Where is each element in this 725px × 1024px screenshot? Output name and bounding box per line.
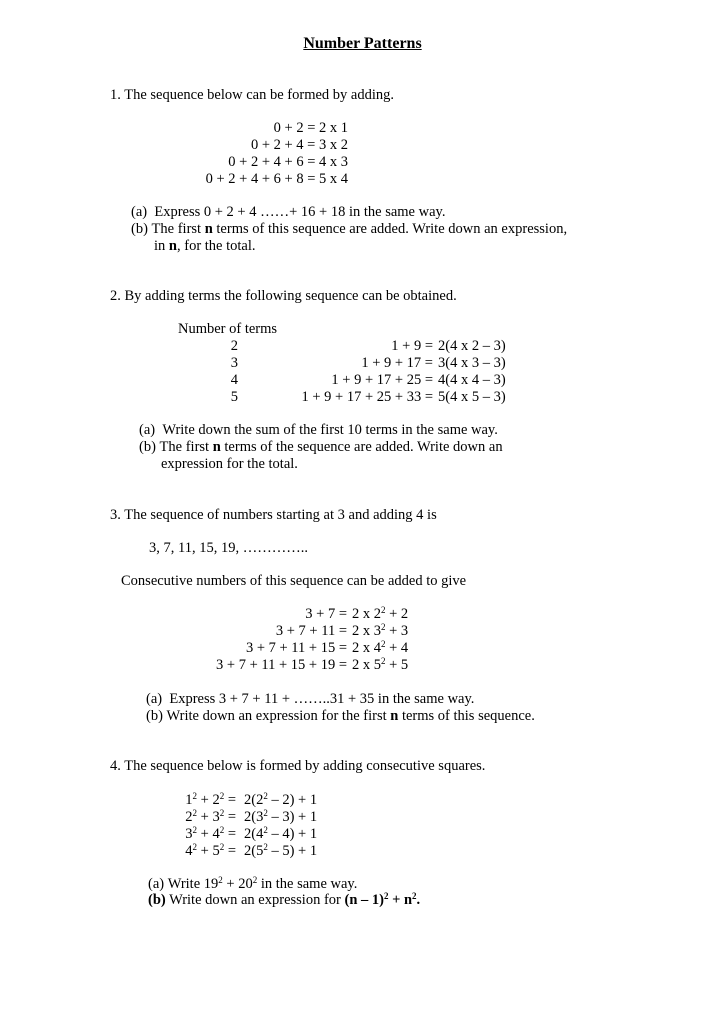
- q4-base: 4: [185, 843, 193, 859]
- q3-part-a-label: (a): [146, 691, 163, 707]
- q1-part-b-line2: [154, 238, 256, 255]
- q3-part-b-text: Write down an expression for the first: [166, 708, 391, 724]
- q4-base: 4: [212, 826, 220, 842]
- q3-rhs: [347, 657, 408, 674]
- q4-part-a-text: Write 19: [167, 876, 219, 892]
- q4-exp: 2: [263, 791, 268, 801]
- q4-base: 3: [185, 826, 193, 842]
- q1-part-b: [131, 221, 567, 238]
- q3-base: 2: [373, 606, 381, 622]
- q4-part-a-label: (a): [148, 876, 165, 892]
- q2-row: [178, 389, 518, 406]
- q2-lhs: 1 + 9 =: [391, 338, 433, 354]
- q3-part-b-text: terms of this sequence.: [398, 708, 535, 724]
- q3-tail: + 2: [385, 606, 409, 622]
- q4-lhs: $1^2 + 2^2$ =: [185, 791, 236, 808]
- q2-part-a: [139, 422, 498, 439]
- q3-rhs: [347, 606, 408, 623]
- q3-base: 3: [373, 623, 381, 639]
- q4-lhs: $2^2 + 3^2$ =: [185, 808, 236, 825]
- q4-equation: [176, 809, 317, 826]
- q3-lhs: 3 + 7 =: [305, 606, 347, 622]
- q4-exp: 2: [219, 825, 225, 835]
- q3-base: 5: [373, 657, 381, 673]
- q2-term-count: 5: [230, 389, 238, 405]
- q3-tail: + 3: [385, 623, 409, 639]
- q2-term-count: 4: [230, 372, 238, 388]
- q4-base: 3: [212, 809, 220, 825]
- q3-rhs: [347, 640, 408, 657]
- q4-part-a-text: in the same way.: [257, 876, 358, 892]
- q2-part-b-line2: expression for the total.: [161, 456, 298, 472]
- q2-intro: 2. By adding terms the following sequence can be obtained.: [110, 288, 457, 304]
- q2-part-b-text: The first: [159, 439, 213, 455]
- variable-n: n: [212, 439, 221, 455]
- q4-exp: 2: [219, 842, 225, 852]
- q4-rhs: $2(4^2 - 4) + 1$: [244, 825, 318, 842]
- q4-base: 5: [256, 843, 264, 859]
- q2-row: [178, 372, 518, 389]
- q4-exp: 2: [263, 842, 268, 852]
- q4-exp: 2: [383, 891, 389, 901]
- q2-lhs: 1 + 9 + 17 =: [361, 355, 433, 371]
- q3-coef: 2 x: [352, 606, 374, 622]
- q4-exp: 2: [412, 891, 417, 901]
- variable-n: n: [168, 238, 177, 254]
- q4-expression: .: [416, 892, 421, 908]
- q2-term-count: 2: [230, 338, 238, 354]
- q4-base: 3: [256, 809, 264, 825]
- q2-table: [178, 338, 518, 406]
- q4-exp: 2: [219, 808, 225, 818]
- q2-part-b: [139, 439, 503, 456]
- q3-lhs: 3 + 7 + 11 + 15 =: [245, 640, 347, 656]
- q3-coef: 2 x: [352, 623, 374, 639]
- q3-part-a-text: Express 3 + 7 + 11 + ……..31 + 35 in the same way.: [169, 691, 475, 707]
- q2-row: [178, 338, 518, 355]
- q4-rhs: $2(5^2 - 5) + 1$: [244, 842, 318, 859]
- q4-lhs: $3^2 + 4^2$ =: [185, 825, 236, 842]
- q4-part-a: [148, 876, 357, 893]
- q2-rhs: 3(4 x 3 – 3): [438, 355, 506, 371]
- q4-exp: 2: [192, 825, 197, 835]
- q3-tail: + 4: [385, 640, 409, 656]
- q2-rhs: 2(4 x 2 – 3): [438, 338, 506, 354]
- variable-n: n: [390, 708, 399, 724]
- q2-term-count: 3: [230, 355, 238, 371]
- q2-part-a-text: Write down the sum of the first 10 terms in the same way.: [162, 422, 498, 438]
- q4-exp: 2: [263, 825, 268, 835]
- q2-lhs: 1 + 9 + 17 + 25 =: [331, 372, 433, 388]
- q4-rhs: $2(3^2 - 3) + 1$: [244, 808, 318, 825]
- q3-exp: 2: [381, 605, 386, 615]
- q3-part-b: [146, 708, 535, 725]
- q2-rhs: 5(4 x 5 – 3): [438, 389, 506, 405]
- q2-rhs: 4(4 x 4 – 3): [438, 372, 506, 388]
- q4-exp: 2: [263, 808, 268, 818]
- q3-consecutive: Consecutive numbers of this sequence can be added to give: [121, 573, 467, 589]
- q3-lhs: 3 + 7 + 11 + 15 + 19 =: [216, 657, 347, 673]
- q1-equation: 0 + 2 + 4 + 6 + 8 = 5 x 4: [205, 171, 348, 187]
- q3-part-a: [146, 691, 474, 708]
- q1-part-b-text: terms of this sequence are added. Write down an expression,: [212, 221, 568, 237]
- q3-exp: 2: [381, 622, 386, 632]
- q1-part-b-text: The first: [151, 221, 205, 237]
- q1-part-b-text: , for the total.: [176, 238, 256, 254]
- q3-equation: [197, 640, 408, 657]
- q1-part-b-label: (b): [131, 221, 148, 237]
- q1-equations: [200, 120, 348, 188]
- q2-header: Number of terms: [178, 321, 278, 337]
- q4-equation: [176, 792, 317, 809]
- q3-lhs: 3 + 7 + 11 =: [275, 623, 347, 639]
- q1-equation: 0 + 2 + 4 + 6 = 4 x 3: [228, 154, 348, 170]
- q4-base: 4: [256, 826, 264, 842]
- q4-rhs: $2(2^2 - 2) + 1$: [244, 791, 318, 808]
- q1-equation: 0 + 2 + 4 = 3 x 2: [250, 137, 348, 153]
- q3-sequence: 3, 7, 11, 15, 19, …………..: [149, 540, 308, 556]
- q1-part-a: [131, 204, 445, 221]
- q3-equation: [197, 623, 408, 640]
- q4-intro: 4. The sequence below is formed by adding consecutive squares.: [110, 758, 486, 774]
- q2-row: [178, 355, 518, 372]
- q3-equation: [197, 657, 408, 674]
- q1-part-a-label: (a): [131, 204, 148, 220]
- q1-part-b-text: in: [154, 238, 169, 254]
- q3-tail: + 5: [385, 657, 409, 673]
- q3-equation: [197, 606, 408, 623]
- q4-equation: [176, 826, 317, 843]
- q3-part-b-label: (b): [146, 708, 163, 724]
- q1-equation: 0 + 2 = 2 x 1: [273, 120, 348, 136]
- q3-rhs: [347, 623, 408, 640]
- q2-part-b-label: (b): [139, 439, 156, 455]
- q4-equation: [176, 843, 317, 860]
- q4-part-b-text: Write down an expression for: [165, 892, 345, 908]
- q4-lhs: $4^2 + 5^2$ =: [185, 842, 236, 859]
- q4-k: 2: [282, 792, 290, 808]
- q3-exp: 2: [381, 656, 386, 666]
- q4-exp: 2: [219, 791, 225, 801]
- q2-part-b-text: terms of the sequence are added. Write down an: [220, 439, 503, 455]
- q4-exp: 2: [192, 808, 197, 818]
- q4-exp: 2: [192, 791, 197, 801]
- variable-n: n: [204, 221, 213, 237]
- page-title: [0, 35, 725, 52]
- q2-part-a-label: (a): [139, 422, 156, 438]
- q3-intro: 3. The sequence of numbers starting at 3 and adding 4 is: [110, 507, 437, 523]
- q1-part-a-text: Express 0 + 2 + 4 ……+ 16 + 18 in the same way.: [154, 204, 446, 220]
- q4-part-b: [148, 892, 420, 909]
- page-title-text: Number Patterns: [303, 35, 422, 52]
- q4-base: 2: [256, 792, 264, 808]
- q3-coef: 2 x: [352, 640, 374, 656]
- q3-base: 4: [373, 640, 381, 656]
- q4-exp: 2: [192, 842, 197, 852]
- q4-k: 5: [282, 843, 290, 859]
- q4-part-a-text: + 20: [222, 876, 253, 892]
- q4-equations: [176, 792, 317, 860]
- q3-equations: [197, 606, 408, 674]
- q4-exp: 2: [218, 875, 223, 885]
- q3-coef: 2 x: [352, 657, 374, 673]
- q4-k: 3: [282, 809, 290, 825]
- q3-exp: 2: [381, 639, 386, 649]
- q4-base: 2: [185, 809, 193, 825]
- q4-exp: 2: [252, 875, 258, 885]
- q4-base: 2: [212, 792, 220, 808]
- q2-lhs: 1 + 9 + 17 + 25 + 33 =: [301, 389, 433, 405]
- q4-base: 1: [185, 792, 193, 808]
- q4-expression: (n – 1): [344, 892, 384, 908]
- q4-base: 5: [212, 843, 220, 859]
- q4-expression: + n: [388, 892, 413, 908]
- q4-k: 4: [282, 826, 290, 842]
- q4-part-b-label: (b): [148, 892, 166, 908]
- q1-intro: 1. The sequence below can be formed by adding.: [110, 87, 394, 103]
